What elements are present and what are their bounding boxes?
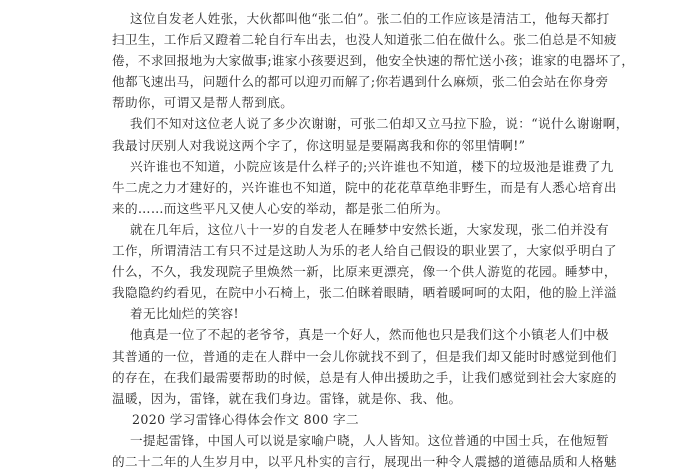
section-title: 2020 学习雷锋心得体会作文 800 字二 bbox=[132, 411, 359, 427]
text-line: 的二十二年的人生岁月中，以平凡朴实的言行，展现出一种令人震撼的道德品质和人格魅 bbox=[112, 453, 617, 469]
text-line: 的存在，在我们最需要帮助的时候，总是有人伸出援助之手，让我们感觉到社会大家庭的 bbox=[112, 369, 617, 385]
text-line: 着无比灿烂的笑容! bbox=[130, 306, 239, 322]
text-line: 我隐隐约约看见，在院中小石椅上，张二伯眯着眼睛，晒着暖呵呵的太阳，他的脸上洋溢 bbox=[112, 285, 617, 301]
text-line: 工作，所谓清洁工有只不过是这助人为乐的老人给自己假设的职业罢了，大家似乎明白了 bbox=[112, 243, 617, 259]
section-heading bbox=[112, 409, 580, 430]
paragraph-lei-feng-intro bbox=[112, 430, 617, 472]
text-line: 温暖，因为，雷锋，就在我们身边。雷锋，就是你、我、他。 bbox=[112, 390, 462, 406]
text-line: 兴许谁也不知道，小院应该是什么样子的;兴许谁也不知道，楼下的垃圾池是谁费了九 bbox=[130, 158, 614, 174]
text-line: 我最讨厌别人对我说这两个字了，你这明显是要隔离我和你的邻里情啊!” bbox=[112, 137, 526, 153]
text-line: 倦，不求回报地为大家做事;谁家小孩要迟到，他安全快速的帮忙送小孩；谁家的电器坏了， bbox=[112, 53, 635, 69]
text-line: 就在几年后，这位八十一岁的自发老人在睡梦中安然长逝，大家发现，张二伯并没有 bbox=[130, 221, 609, 237]
text-line: 他都飞速出马，问题什么的都可以迎刃而解了;你若遇到什么麻烦，张二伯会站在你身旁 bbox=[112, 74, 609, 90]
text-line: 来的……而这些平凡又使人心安的举动，都是张二伯所为。 bbox=[112, 200, 449, 216]
text-line: 他真是一位了不起的老爷爷，真是一个好人，然而他也只是我们这个小镇老人们中极 bbox=[130, 327, 609, 343]
paragraph-courtyard bbox=[112, 156, 617, 219]
text-line: 我们不知对这位老人说了多少次谢谢，可张二伯却又立马拉下脸，说：“说什么谢谢啊， bbox=[130, 116, 629, 132]
text-line: 什么，不久，我发现院子里焕然一新，比原来更漂亮，像一个供人游览的花园。睡梦中， bbox=[112, 264, 617, 280]
text-line: 一提起雷锋，中国人可以说是家喻户晓，人人皆知。这位普通的中国士兵，在他短暂 bbox=[130, 432, 609, 448]
text-line: 这位自发老人姓张，大伙都叫他“张二伯”。张二伯的工作应该是清洁工，他每天都打 bbox=[130, 11, 610, 26]
text-line: 牛二虎之力才建好的，兴许谁也不知道，院中的花花草草绝非野生，而是有人悉心培育出 bbox=[112, 179, 617, 195]
text-line: 帮助你，可谓又是帮人帮到底。 bbox=[112, 95, 294, 111]
paragraph-thanks bbox=[112, 113, 629, 155]
paragraph-passing bbox=[112, 219, 617, 324]
paragraph-conclusion bbox=[112, 324, 617, 408]
text-line: 其普通的一位，普通的走在人群中一会儿你就找不到了，但是我们却又能时时感觉到他们 bbox=[112, 348, 617, 364]
paragraph-zhang-erbo-intro bbox=[112, 8, 635, 113]
text-line: 扫卫生，工作后又蹬着二轮自行车出去，也没人知道张二伯在做什么。张二伯总是不知疲 bbox=[112, 32, 617, 48]
